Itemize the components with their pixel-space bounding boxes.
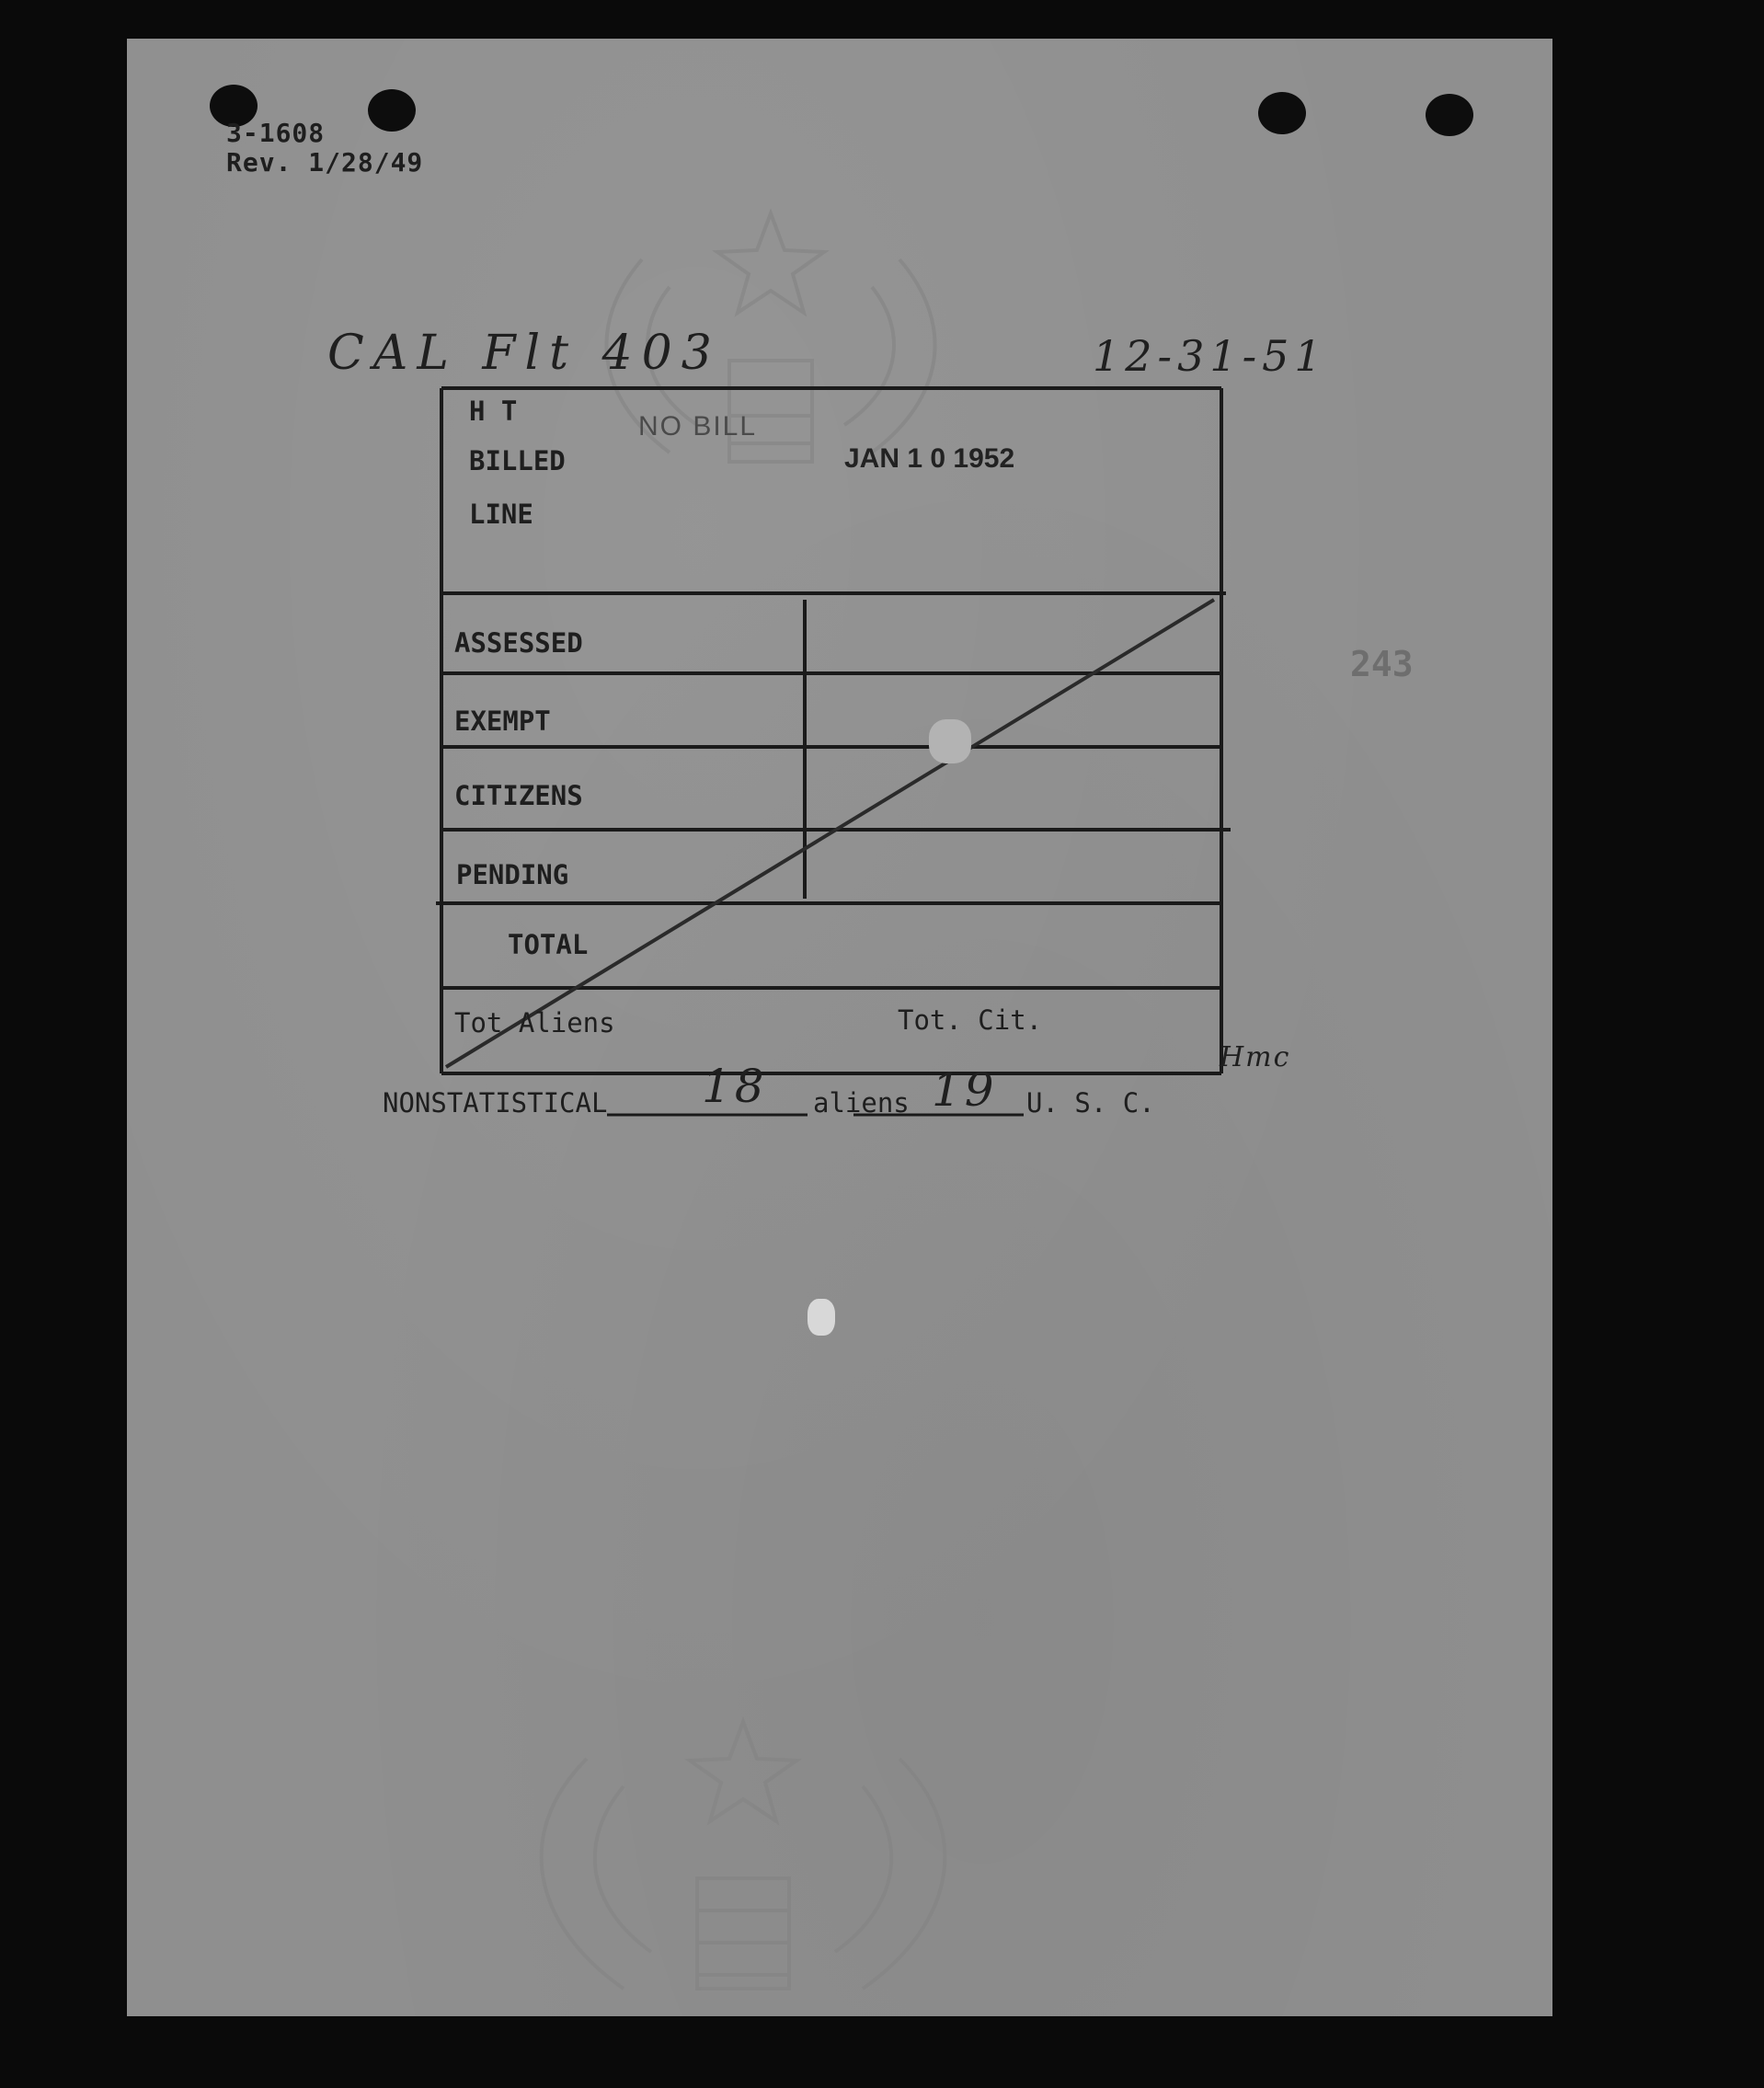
tot-aliens-label: Tot Aliens xyxy=(454,1007,615,1038)
header-label-line: LINE xyxy=(469,499,533,530)
row-label-assessed: ASSESSED xyxy=(454,627,583,659)
date-stamp: JAN 1 0 1952 xyxy=(844,443,1015,474)
form-revision: Rev. 1/28/49 xyxy=(226,147,424,178)
header-label-ht: H T xyxy=(469,396,518,427)
header-label-billed: BILLED xyxy=(469,445,566,476)
page-number-stamp: 243 xyxy=(1350,644,1414,684)
row-label-pending: PENDING xyxy=(456,859,569,890)
tot-cit-label: Tot. Cit. xyxy=(898,1004,1043,1036)
form-number: 3-1608 xyxy=(226,118,326,148)
aliens-label: aliens xyxy=(813,1087,910,1119)
paper-damage-spot xyxy=(808,1299,835,1336)
handwritten-usc-count: 19 xyxy=(932,1063,998,1117)
total-label: TOTAL xyxy=(508,929,589,960)
usc-label: U. S. C. xyxy=(1026,1087,1155,1119)
handwritten-flight: CAL Flt 403 xyxy=(327,326,721,381)
no-bill-stamp: NO BILL xyxy=(638,411,758,442)
nonstatistical-label: NONSTATISTICAL xyxy=(383,1087,608,1119)
paper-damage-spot xyxy=(929,719,971,763)
eagle-seal-watermark xyxy=(458,1685,1028,2016)
handwritten-date: 12-31-51 xyxy=(1093,331,1327,381)
row-label-exempt: EXEMPT xyxy=(454,706,551,737)
row-label-citizens: CITIZENS xyxy=(454,780,583,811)
document-page xyxy=(127,39,1552,2016)
handwritten-alien-count: 18 xyxy=(702,1060,768,1113)
footer-underlines xyxy=(127,39,1552,1188)
handwritten-initials: Hmc xyxy=(1220,1041,1291,1073)
